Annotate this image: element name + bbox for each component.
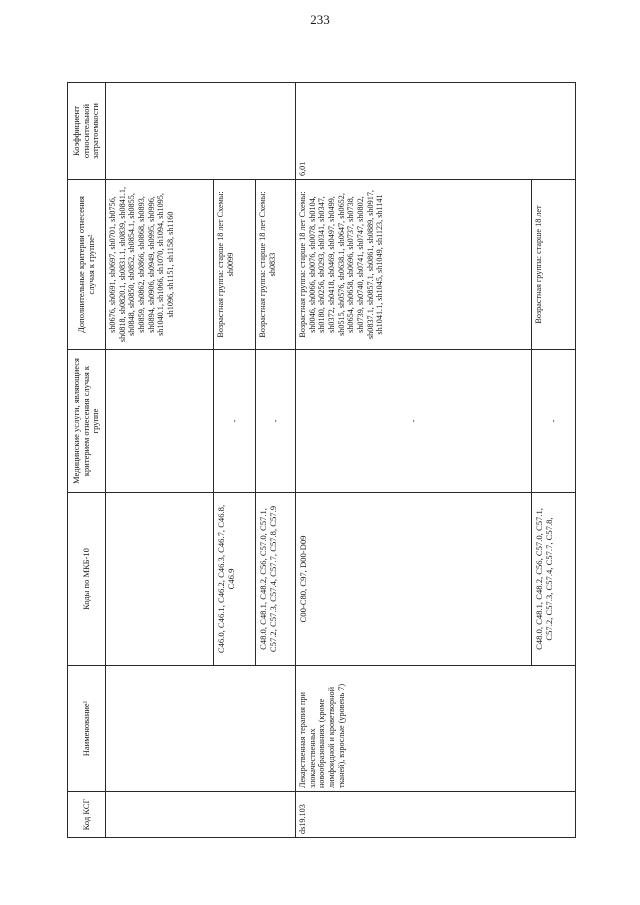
- table-row: [106, 83, 214, 838]
- header-name: Наименование¹: [68, 666, 106, 792]
- cell-service: -: [532, 350, 576, 493]
- cell-criteria: sh0676, sh0691, sh0697, sh0701, sh0756, sh0818, sh0820.1, sh0831.1, sh0839, sh0841.1, sh0848, sh0850, sh0852, sh0854.1, sh0855, sh0859, sh0862, sh0866, sh0868, sh0893, sh0894, sh0906, sh0949, sh0995, sh0996, sh1040.1, sh1066, sh1070, sh1094, sh1095, sh1096, sh1151, sh1158, sh1160: [106, 180, 214, 350]
- header-criteria: Дополнительные критерии отнесения случая к группе²: [68, 180, 106, 350]
- header-services: Медицинские услуги, являющиеся критерием отнесения случая к группе: [68, 350, 106, 493]
- cell-service-empty: [106, 350, 214, 493]
- cell-criteria: Возрастная группа: старше 18 лет Схемы: sh0833: [256, 180, 296, 350]
- table-row: [296, 83, 532, 838]
- cell-mkb: C46.0, C46.1, C46.2, C46.3, C46.7, C46.8, C46.9: [214, 493, 256, 666]
- cell-coef: 6,01: [296, 83, 576, 180]
- rotated-table-container: [67, 83, 575, 838]
- cell-name: Лекарственная терапия при злокачественных новообразованиях (кроме лимфоидной и кроветворной тканей), взрослые (уровень 7): [296, 666, 576, 792]
- cell-mkb: C00-C80, C97, D00-D09: [296, 493, 532, 666]
- cell-kod: ds19.103: [296, 792, 576, 838]
- header-coef: Коэффициент относительной затратоемкости: [68, 83, 106, 180]
- ksg-table: [67, 82, 576, 838]
- cell-mkb: C48.0, C48.1, C48.2, C56, C57.0, C57.1, C57.2, C57.3, C57.4, C57.7, C57.8,: [532, 493, 576, 666]
- cell-mkb: C48.0, C48.1, C48.2, C56, C57.0, C57.1, C57.2, C57.3, C57.4, C57.7, C57.8, C57.9: [256, 493, 296, 666]
- cell-service: -: [256, 350, 296, 493]
- table-header-row: [68, 83, 106, 838]
- cell-criteria: Возрастная группа: старше 18 лет: [532, 180, 576, 350]
- cell-service: -: [214, 350, 256, 493]
- cell-name-empty: [106, 666, 296, 792]
- cell-criteria: Возрастная группа: старше 18 лет Схемы: sh0046, sh0066, sh0076, sh0078, sh0104, sh0180, sh0256, sh0293, sh0341, sh0347, sh0372, sh0418, sh0469, sh0497, sh0499, sh0515, sh0576, sh0638.1, sh0647, sh0652, sh0654, sh0658, sh0696, sh0737, sh0738, sh0739, sh0740, sh0741, sh0747, sh0802, sh0837.1, sh0857.1, sh0861, sh0889, sh0917, sh1041.1, sh1045, sh1049, sh1123, sh1141: [296, 180, 532, 350]
- header-mkb: Коды по МКБ-10: [68, 493, 106, 666]
- cell-coef-empty: [106, 83, 296, 180]
- cell-mkb-empty: [106, 493, 214, 666]
- cell-criteria: Возрастная группа: старше 18 лет Схемы: sh0099: [214, 180, 256, 350]
- cell-kod-empty: [106, 792, 296, 838]
- cell-service: -: [296, 350, 532, 493]
- page-number: 233: [310, 12, 330, 27]
- header-kod-ksg: Код КСГ: [68, 792, 106, 838]
